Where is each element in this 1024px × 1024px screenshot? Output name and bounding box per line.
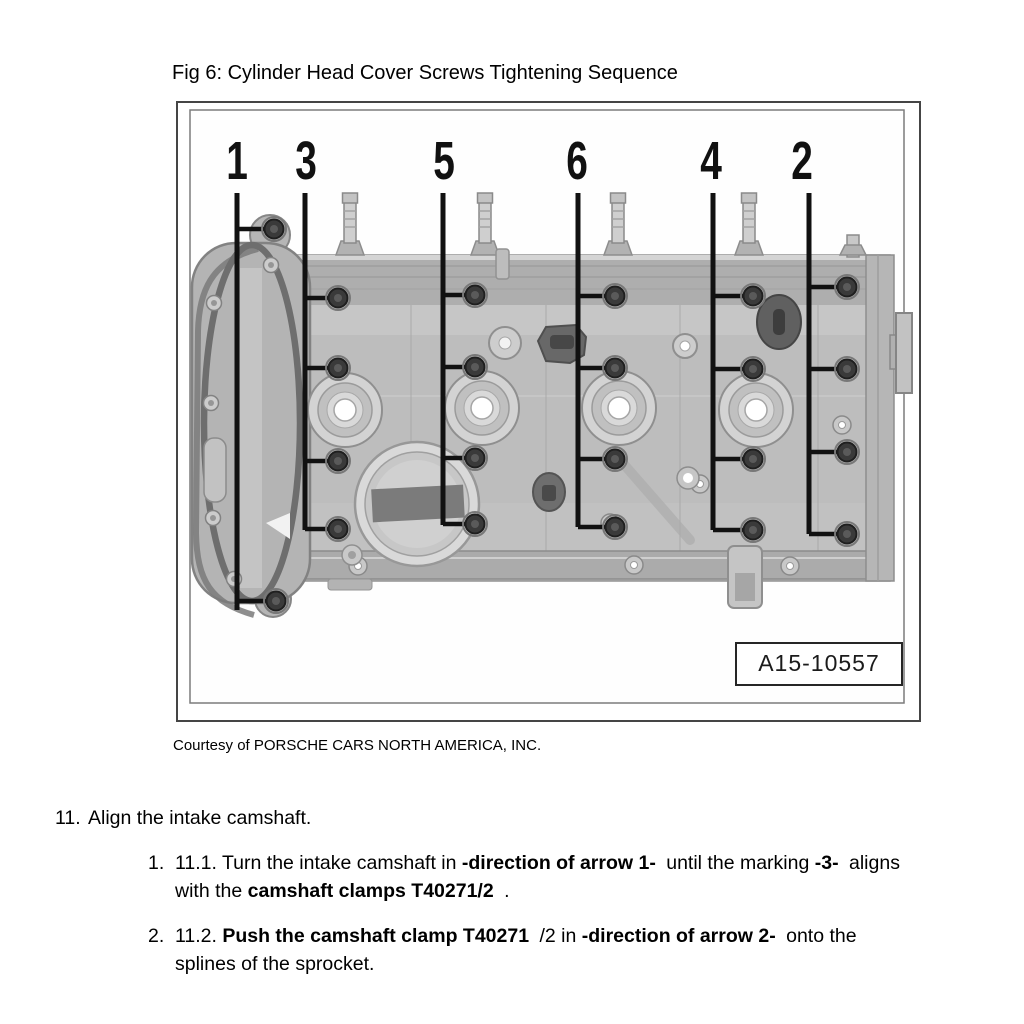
screw-marker <box>835 522 859 546</box>
screw-marker <box>603 356 627 380</box>
sequence-number: 1 <box>226 129 248 191</box>
screw-marker <box>326 517 350 541</box>
screw-marker <box>326 449 350 473</box>
substep-11-2 <box>148 922 978 978</box>
screw-marker <box>463 283 487 307</box>
screw-marker <box>603 515 627 539</box>
sequence-number: 5 <box>433 129 455 191</box>
sequence-number: 2 <box>791 129 813 191</box>
screw-marker <box>463 512 487 536</box>
figure-frame <box>176 101 921 722</box>
screw-marker <box>463 355 487 379</box>
figure-credit: Courtesy of PORSCHE CARS NORTH AMERICA, INC. <box>173 737 542 754</box>
sequence-number: 6 <box>566 129 588 191</box>
screw-marker <box>741 518 765 542</box>
step-11 <box>55 804 311 832</box>
screw-marker <box>835 440 859 464</box>
screw-marker <box>326 356 350 380</box>
sequence-number: 3 <box>295 129 317 191</box>
screw-marker <box>741 447 765 471</box>
engine-illustration <box>178 103 915 716</box>
substep-11-2-text: 11.2. Push the camshaft clamp T40271 /2 in -direction of arrow 2- onto the splines of the sprocket. <box>175 925 857 975</box>
step-11-text: Align the intake camshaft. <box>88 807 312 829</box>
substep-11-1-text: 11.1. Turn the intake camshaft in -direction of arrow 1- until the marking -3- aligns with the camshaft clamps T40271/2 . <box>175 852 900 902</box>
screw-marker <box>264 589 288 613</box>
figure-caption: Fig 6: Cylinder Head Cover Screws Tightening Sequence <box>172 62 678 84</box>
screw-marker <box>603 447 627 471</box>
figure-id-label: A15-10557 <box>735 642 903 686</box>
screw-marker <box>603 284 627 308</box>
screw-marker <box>741 357 765 381</box>
screw-marker <box>835 357 859 381</box>
list-marker: 1. <box>148 852 165 874</box>
sequence-number: 4 <box>700 129 722 191</box>
screw-marker <box>463 446 487 470</box>
list-marker: 11. <box>55 807 81 829</box>
screw-marker <box>835 275 859 299</box>
screw-marker <box>326 286 350 310</box>
screw-marker <box>741 284 765 308</box>
substep-11-1 <box>148 849 978 905</box>
screw-marker <box>262 217 286 241</box>
list-marker: 2. <box>148 925 165 947</box>
engine-left-cover <box>192 215 310 617</box>
